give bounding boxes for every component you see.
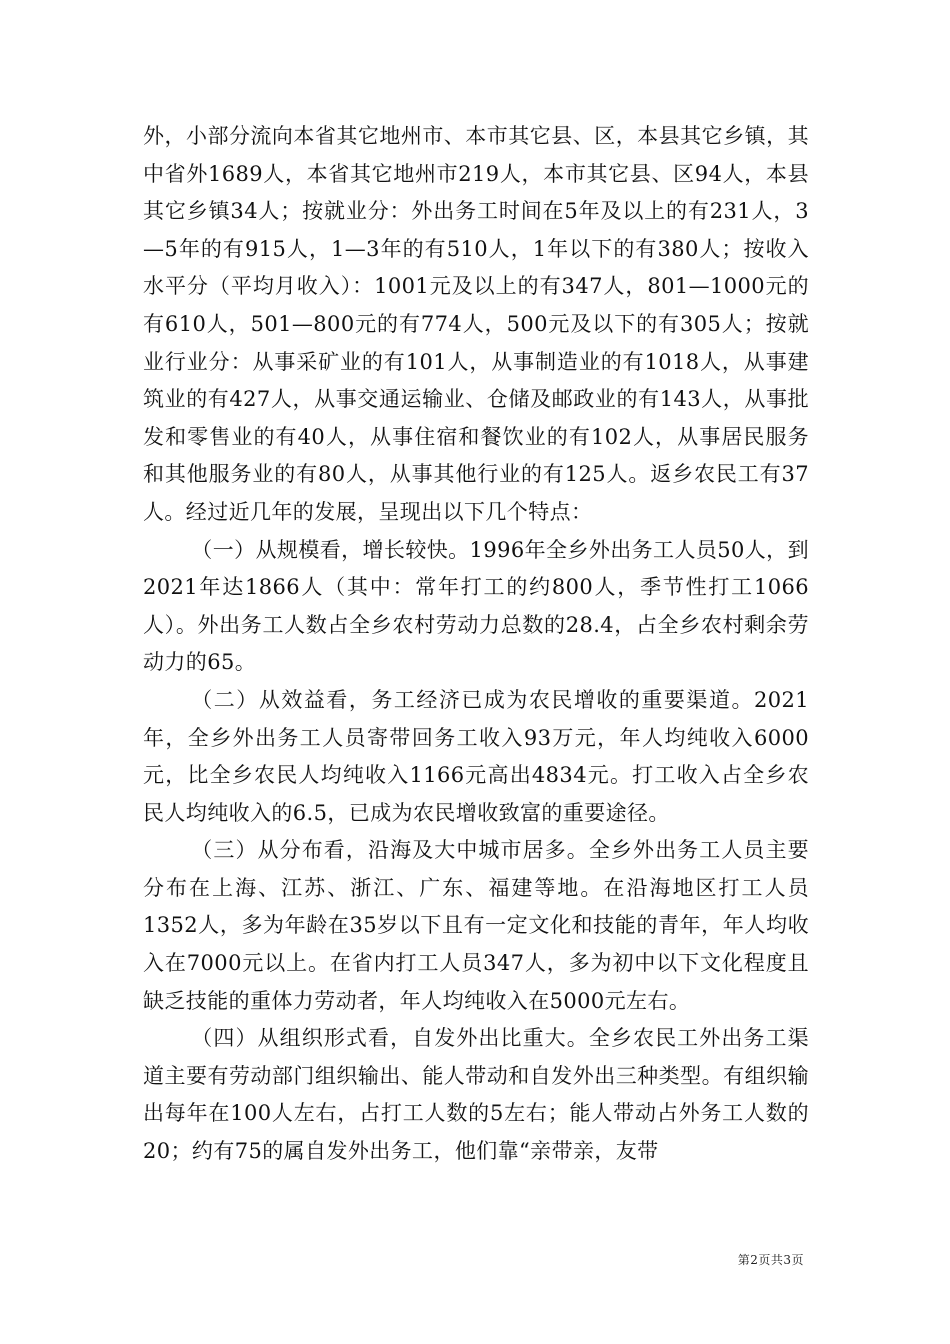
paragraph-organization: （四）从组织形式看，自发外出比重大。全乡农民工外出务工渠道主要有劳动部门组织输出、能人带动和自发外出三种类型。有组织输出每年在100人左右，占打工人数的5左右；能人带动占外务工人数的20；约有75的属自发外出务工，他们靠“亲带亲，友带: [143, 1026, 809, 1164]
paragraph-scale: （一）从规模看，增长较快。1996年全乡外出务工人员50人，到2021年达1866人（其中：常年打工的约800人，季节性打工1066人）。外出务工人数占全乡农村劳动力总数的28.4，占全乡农村剩余劳动力的65。: [143, 537, 809, 675]
paragraph-benefit: （二）从效益看，务工经济已成为农民增收的重要渠道。2021年，全乡外出务工人员寄带回务工收入93万元，年人均纯收入6000元，比全乡农民人均纯收入1166元高出4834元。打工收入占全乡农民人均纯收入的6.5，已成为农民增收致富的重要途径。: [143, 687, 809, 825]
document-body: [143, 118, 809, 1171]
paragraph-continuation: 外，小部分流向本省其它地州市、本市其它县、区，本县其它乡镇，其中省外1689人，本省其它地州市219人，本市其它县、区94人，本县其它乡镇34人；按就业分：外出务工时间在5年及以上的有231人，3—5年的有915人，1—3年的有510人，1年以下的有380人；按收入水平分（平均月收入）：1001元及以上的有347人，801—1000元的有610人，501—800元的有774人，500元及以下的有305人；按就业行业分：从事采矿业的有101人，从事制造业的有1018人，从事建筑业的有427人，从事交通运输业、仓储及邮政业的有143人，从事批发和零售业的有40人，从事住宿和餐饮业的有102人，从事居民服务和其他服务业的有80人，从事其他行业的有125人。返乡农民工有37人。经过近几年的发展，呈现出以下几个特点：: [143, 124, 809, 524]
page-number-footer: 第2页共3页: [737, 1253, 804, 1267]
paragraph-distribution: （三）从分布看，沿海及大中城市居多。全乡外出务工人员主要分布在上海、江苏、浙江、广东、福建等地。在沿海地区打工人员1352人，多为年龄在35岁以下且有一定文化和技能的青年，年人均收入在7000元以上。在省内打工人员347人，多为初中以下文化程度且缺乏技能的重体力劳动者，年人均纯收入在5000元左右。: [143, 838, 809, 1013]
